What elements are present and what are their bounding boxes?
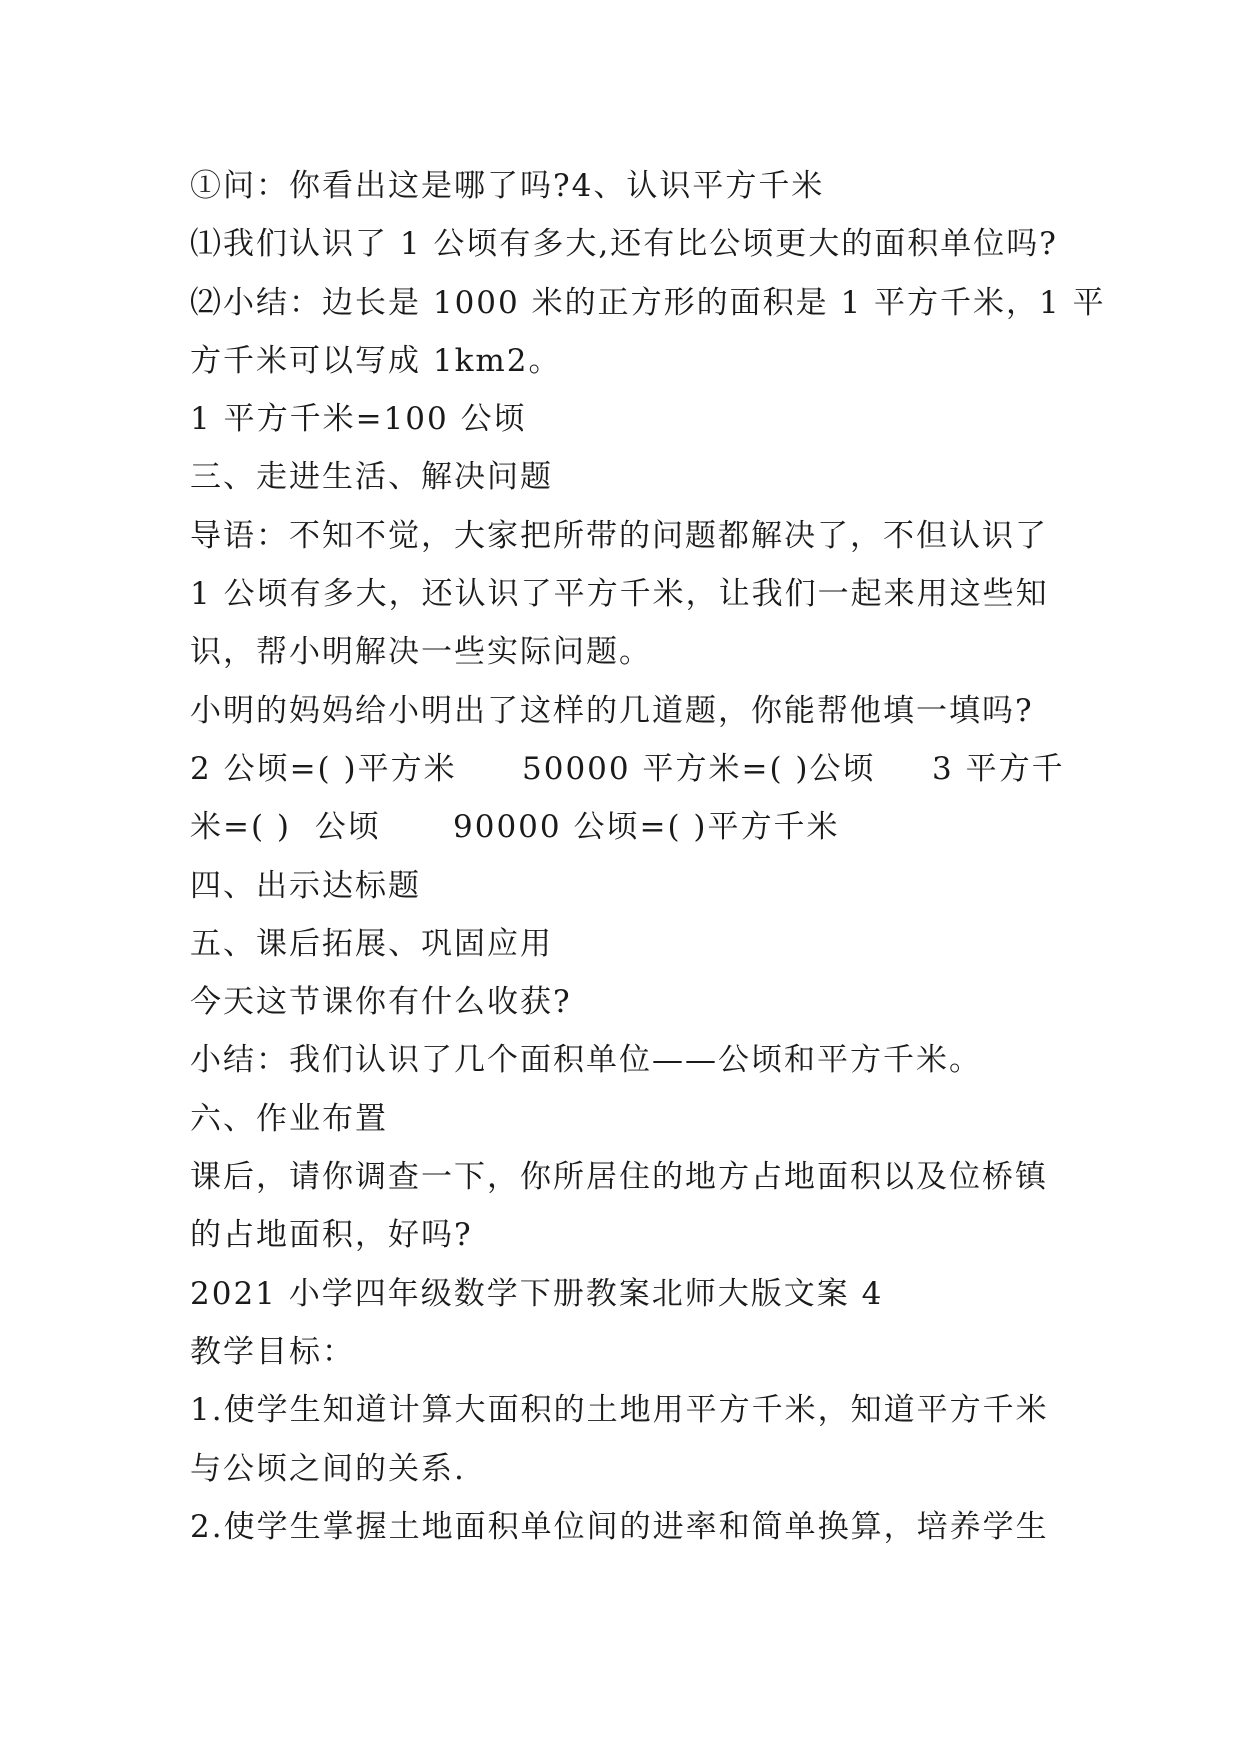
text-line: ⑵小结：边长是 1000 米的正方形的面积是 1 平方千米，1 平 [190, 284, 1106, 321]
text-line: 导语：不知不觉，大家把所带的问题都解决了，不但认识了 [190, 517, 1048, 554]
exercise-item: 50000 平方米=( )公顷 [522, 750, 876, 787]
text-line: ⑴我们认识了 1 公顷有多大,还有比公顷更大的面积单位吗? [190, 226, 1058, 263]
text-line: 1.使学生知道计算大面积的土地用平方千米，知道平方千米 [190, 1392, 1049, 1429]
text-line: 课后，请你调查一下，你所居住的地方占地面积以及位桥镇 [190, 1159, 1048, 1196]
text-line: 的占地面积，好吗? [190, 1217, 473, 1254]
text-line: 1 公顷有多大，还认识了平方千米，让我们一起来用这些知 [190, 576, 1049, 613]
exercise-line [190, 798, 1070, 856]
text-line: 小明的妈妈给小明出了这样的几道题，你能帮他填一填吗? [190, 692, 1034, 729]
document-title: 2021 小学四年级数学下册教案北师大版文案 4 [190, 1275, 884, 1312]
section-heading: 六、作业布置 [190, 1100, 388, 1137]
text-line: 今天这节课你有什么收获? [190, 984, 572, 1021]
text-line: ①问：你看出这是哪了吗?4、认识平方千米 [190, 168, 825, 204]
text-line: 2.使学生掌握土地面积单位间的进率和简单换算，培养学生 [190, 1508, 1049, 1545]
exercise-item: 米=( ) 公顷 [190, 809, 381, 846]
exercise-item: 90000 公顷=( )平方千米 [453, 809, 840, 846]
exercise-item: 2 公顷=( )平方米 [190, 750, 457, 787]
document-page [190, 157, 1106, 1556]
exercise-item: 3 平方千 [932, 750, 1065, 787]
section-heading: 四、出示达标题 [190, 867, 421, 904]
section-heading: 五、课后拓展、巩固应用 [190, 925, 553, 962]
text-line: 小结：我们认识了几个面积单位——公顷和平方千米。 [190, 1042, 982, 1079]
text-line: 方千米可以写成 1km2。 [190, 342, 562, 379]
section-heading: 教学目标： [190, 1333, 355, 1370]
text-line: 1 平方千米=100 公顷 [190, 401, 527, 438]
text-line: 识，帮小明解决一些实际问题。 [190, 634, 652, 671]
section-heading: 三、走进生活、解决问题 [190, 459, 553, 496]
exercise-line [190, 740, 1070, 798]
text-line: 与公顷之间的关系. [190, 1450, 466, 1487]
